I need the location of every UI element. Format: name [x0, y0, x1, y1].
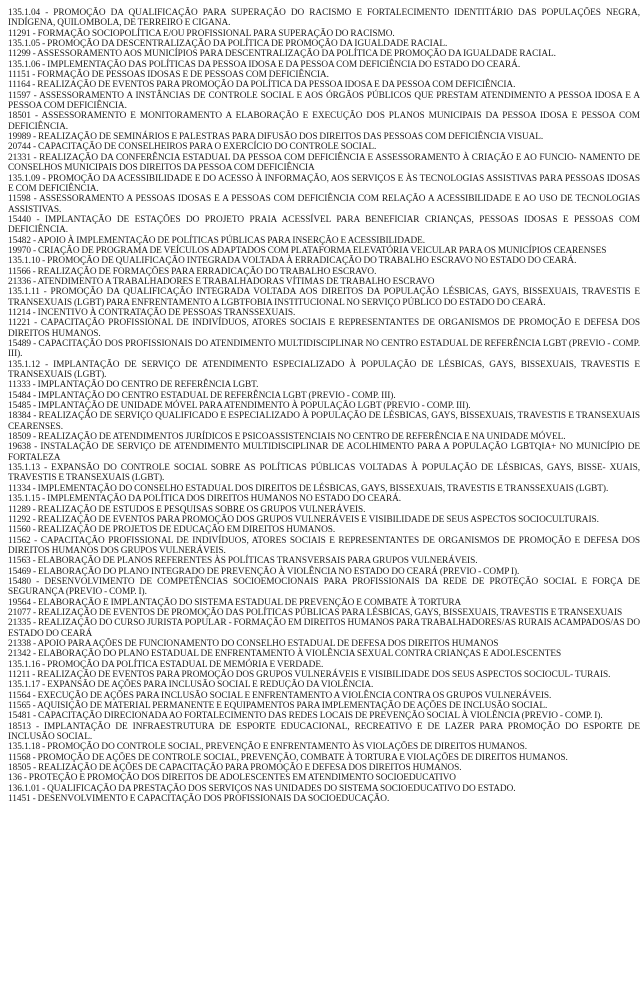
document-entry: 21077 - REALIZAÇÃO DE EVENTOS DE PROMOÇÃO DAS POLÍTICAS PÚBLICAS PARA LÉSBICAS, GAYS, BISSEXUAIS, TRAVESTIS E TRANSEXUAIS	[8, 607, 623, 618]
document-entry: 135.1.12 - IMPLANTAÇÃO DE SERVIÇO DE ATENDIMENTO ESPECIALIZADO À POPULAÇÃO DE LÉSBICAS, GAYS, BISSEXUAIS, TRAVESTIS E TRANSEXUAIS (LGBT).	[8, 359, 640, 381]
document-entry: 21331 - REALIZAÇÃO DA CONFERÊNCIA ESTADUAL DA PESSOA COM DEFICIÊNCIA E ASSESSORAMENTO À CRIAÇÃO E AO FUNCIO- NAMENTO DE CONSELHOS MUNICIPAIS DOS DIREITOS DA PESSOA COM DEFICIÊNCIA	[8, 152, 640, 174]
document-entry: 21338 - APOIO PARA AÇÕES DE FUNCIONAMENTO DO CONSELHO ESTADUAL DE DEFESA DOS DIREITOS HUMANOS	[8, 638, 499, 649]
document-entry: 135.1.05 - PROMOÇÃO DA DESCENTRALIZAÇÃO DA POLÍTICA DE PROMOÇÃO DA IGUALDADE RACIAL.	[8, 39, 448, 50]
document-entry: 11562 - CAPACITAÇÃO PROFISSIONAL DE INDIVÍDUOS, ATORES SOCIAIS E REPRESENTANTES DE ORGANISMOS DE PROMOÇÃO E DEFESA DOS DIREITOS HUMANOS DOS GRUPOS VULNERÁVEIS.	[8, 535, 640, 556]
document-entry: 135.1.17 - EXPANSÃO DE AÇÕES PARA INCLUSÃO SOCIAL E REDUÇÃO DA VIOLÊNCIA.	[8, 680, 374, 691]
document-entry: 136.1.01 - QUALIFICAÇÃO DA PRESTAÇÃO DOS SERVIÇOS NAS UNIDADES DO SISTEMA SOCIOEDUCATIVO DO ESTADO.	[8, 783, 516, 794]
document-entry: 19564 - ELABORAÇÃO E IMPLANTAÇÃO DO SISTEMA ESTADUAL DE PREVENÇÃO E COMBATE À TORTURA	[8, 597, 462, 608]
document-entry: 11563 - ELABORAÇÃO DE PLANOS REFERENTES ÀS POLÍTICAS TRANSVERSAIS PARA GRUPOS VULNERÁVEIS.	[8, 556, 478, 567]
document-entry: 11560 - REALIZAÇÃO DE PROJETOS DE EDUCAÇÃO EM DIREITOS HUMANOS.	[8, 525, 336, 536]
document-entry: 11333 - IMPLANTAÇÃO DO CENTRO DE REFERÊNCIA LGBT.	[8, 380, 259, 391]
document-entry: 11299 - ASSESSORAMENTO AOS MUNICÍPIOS PARA DESCENTRALIZAÇÃO DA POLÍTICA DE PROMOÇÃO DA IGUALDADE RACIAL.	[8, 49, 556, 60]
document-entry: 21336 - ATENDIMENTO A TRABALHADORES E TRABALHADORAS VÍTIMAS DE TRABALHO ESCRAVO	[8, 276, 435, 287]
document-entry: 11214 - INCENTIVO À CONTRATAÇÃO DE PESSOAS TRANSSEXUAIS.	[8, 307, 296, 318]
document-entry: 11598 - ASSESSORAMENTO A PESSOAS IDOSAS E A PESSOAS COM DEFICIÊNCIA COM RELAÇÃO A ACESSIBILIDADE E AO USO DE TECNOLOGIAS ASSISTIVAS.	[8, 194, 640, 215]
document-entry: 15484 - IMPLANTAÇÃO DO CENTRO ESTADUAL DE REFERÊNCIA LGBT (PREVIO - COMP. III).	[8, 390, 396, 401]
document-entry: 15440 - IMPLANTAÇÃO DE ESTAÇÕES DO PROJETO PRAIA ACESSÍVEL PARA BENEFICIAR CRIANÇAS, PESSOAS IDOSAS E PESSOAS COM DEFICIÊNCIA.	[8, 214, 640, 236]
document-entry: 15481 - CAPACITAÇÃO DIRECIONADA AO FORTALECIMENTO DAS REDES LOCAIS DE PREVENÇÃO SOCIAL À VIOLÊNCIA (PREVIO - COMP. I).	[8, 711, 603, 722]
document-entry: 11211 - REALIZAÇÃO DE EVENTOS PARA PROMOÇÃO DOS GRUPOS VULNERÁVEIS E VISIBILIDADE DOS SEUS ASPECTOS SOCIOCUL- TURAIS.	[8, 670, 611, 680]
document-entry: 20744 - CAPACITAÇÃO DE CONSELHEIROS PARA O EXERCÍCIO DO CONTROLE SOCIAL.	[8, 142, 377, 153]
document-entry: 135.1.13 - EXPANSÃO DO CONTROLE SOCIAL SOBRE AS POLÍTICAS PÚBLICAS VOLTADAS À POPULAÇÃO DE LÉSBICAS, GAYS, BISSE- XUAIS, TRAVESTIS E TRANSEXUAIS (LGBT).	[8, 463, 640, 484]
document-entry: 11334 - IMPLEMENTAÇÃO DO CONSELHO ESTADUAL DOS DIREITOS DE LÉSBICAS, GAYS, BISSEXUAIS, TRAVESTIS E TRANSSEXUAIS (LGBT).	[8, 483, 609, 494]
document-entry: 15469 - ELABORAÇÃO DO PLANO INTEGRADO DE PREVENÇÃO À VIOLÊNCIA NO ESTADO DO CEARÁ (PREVIO - COMP I).	[8, 566, 520, 577]
document-entry: 135.1.11 - PROMOÇÃO DA QUALIFICAÇÃO INTEGRADA VOLTADA AOS DIREITOS DA POPULAÇÃO LÉSBICAS, GAYS, BISSEXUAIS, TRAVESTIS E TRANSEXUAIS (LGBT) PARA ENFRENTAMENTO A LGBTFOBIA INSTITUCIONAL NO SERVIÇO PÚBLICO DO ESTADO DO CEARÁ.	[8, 287, 640, 308]
document-entry: 18384 - REALIZAÇÃO DE SERVIÇO QUALIFICADO E ESPECIALIZADO À POPULAÇÃO DE LÉSBICAS, GAYS, BISSEXUAIS, TRAVESTIS E TRANSEXUAIS CEARENSES.	[8, 411, 640, 432]
document-entry: 11568 - PROMOÇÃO DE AÇÕES DE CONTROLE SOCIAL, PREVENÇÃO, COMBATE À TORTURA E VIOLAÇÕES DE DIREITOS HUMANOS.	[8, 752, 568, 763]
document-entry: 11164 - REALIZAÇÃO DE EVENTOS PARA PROMOÇÃO DA POLÍTICA DA PESSOA IDOSA E DA PESSOA COM DEFICIÊNCIA.	[8, 80, 516, 91]
document-entry: 15489 - CAPACITAÇÃO DOS PROFISSIONAIS DO ATENDIMENTO MULTIDISCIPLINAR NO CENTRO ESTADUAL DE REFERÊNCIA LGBT (PREVIO - COMP. III).	[8, 339, 640, 360]
document-entry: 19970 - CRIAÇÃO DE PROGRAMA DE VEÍCULOS ADAPTADOS COM PLATAFORMA ELEVATÓRIA VEICULAR PARA OS MUNICÍPIOS CEARENSES	[8, 245, 607, 256]
document-entry: 18501 - ASSESSORAMENTO E MONITORAMENTO A ELABORAÇÃO E EXECUÇÃO DOS PLANOS MUNICIPAIS DA PESSOA IDOSA E PESSOA COM DEFICIÊNCIA.	[8, 111, 640, 132]
document-entry: 136 - PROTEÇÃO E PROMOÇÃO DOS DIREITOS DE ADOLESCENTES EM ATENDIMENTO SOCIOEDUCATIVO	[8, 773, 456, 784]
document-entry: 11289 - REALIZAÇÃO DE ESTUDOS E PESQUISAS SOBRE OS GRUPOS VULNERÁVEIS.	[8, 504, 366, 515]
document-entry: 135.1.06 - IMPLEMENTAÇÃO DAS POLÍTICAS DA PESSOA IDOSA E DA PESSOA COM DEFICIÊNCIA DO ESTADO DO CEARÁ.	[8, 59, 521, 70]
document-entry: 11564 - EXECUÇÃO DE AÇÕES PARA INCLUSÃO SOCIAL E ENFRENTAMENTO A VIOLÊNCIA CONTRA OS GRUPOS VULNERÁVEIS.	[8, 690, 552, 701]
document-entry: 19638 - INSTALAÇÃO DE SERVIÇO DE ATENDIMENTO MULTIDISCIPLINAR DE ACOLHIMENTO PARA A POPULAÇÃO LGBTQIA+ NO MUNICÍPIO DE FORTALEZA	[8, 442, 640, 463]
document-entry: 11151 - FORMAÇÃO DE PESSOAS IDOSAS E DE PESSOAS COM DEFICIÊNCIA.	[8, 70, 329, 81]
document-entry: 18509 - REALIZAÇÃO DE ATENDIMENTOS JURÍDICOS E PSICOASSISTENCIAIS NO CENTRO DE REFERÊNCIA E NA UNIDADE MÓVEL.	[8, 432, 566, 443]
document-entry: 135.1.18 - PROMOÇÃO DO CONTROLE SOCIAL, PREVENÇÃO E ENFRENTAMENTO ÀS VIOLAÇÕES DE DIREITOS HUMANOS.	[8, 742, 528, 753]
document-entry: 11221 - CAPACITAÇÃO PROFISSIONAL DE INDIVÍDUOS, ATORES SOCIAIS E REPRESENTANTES DE ORGANISMOS DE PROMOÇÃO E DEFESA DOS DIREITOS HUMANOS.	[8, 318, 640, 339]
document-entry: 135.1.10 - PROMOÇÃO DE QUALIFICAÇÃO INTEGRADA VOLTADA À ERRADICAÇÃO DO TRABALHO ESCRAVO NO ESTADO DO CEARÁ.	[8, 256, 577, 267]
document-entry: 135.1.04 - PROMOÇÃO DA QUALIFICAÇÃO PARA SUPERAÇÃO DO RACISMO E FORTALECIMENTO IDENTITÁRIO DAS POPULAÇÕES NEGRA, INDÍGENA, QUILOMBOLA, DE TERREIRO E CIGANA.	[8, 8, 640, 29]
document-entry: 18513 - IMPLANTAÇÃO DE INFRAESTRUTURA DE ESPORTE EDUCACIONAL, RECREATIVO E DE LAZER PARA PROMOÇÃO DO ESPORTE DE INCLUSÃO SOCIAL.	[8, 721, 640, 743]
document-entry: 11565 - AQUISIÇÃO DE MATERIAL PERMANENTE E EQUIPAMENTOS PARA IMPLEMENTAÇÃO DE AÇÕES DE INCLUSÃO SOCIAL.	[8, 701, 548, 712]
document-entry: 18505 - REALIZAÇÃO DE AÇÕES DE CAPACITAÇÃO PARA PROMOÇÃO E DEFESA DOS DIREITOS HUMANOS.	[8, 763, 462, 774]
document-entry: 15482 - APOIO À IMPLEMENTAÇÃO DE POLÍTICAS PÚBLICAS PARA INSERÇÃO E ACESSIBILIDADE.	[8, 235, 426, 246]
document-entry: 15480 - DESENVOLVIMENTO DE COMPETÊNCIAS SOCIOEMOCIONAIS PARA PROFISSIONAIS DA REDE DE PROTEÇÃO SOCIAL E FORÇA DE SEGURANÇA (PREVIO - COMP. I).	[8, 576, 640, 598]
document-entry: 19989 - REALIZAÇÃO DE SEMINÁRIOS E PALESTRAS PARA DIFUSÃO DOS DIREITOS DAS PESSOAS COM DEFICIÊNCIA VISUAL.	[8, 132, 544, 143]
document-entry: 11566 - REALIZAÇÃO DE FORMAÇÕES PARA ERRADICAÇÃO DO TRABALHO ESCRAVO.	[8, 266, 377, 277]
document-entry: 21335 - REALIZAÇÃO DO CURSO JURISTA POPULAR - FORMAÇÃO EM DIREITOS HUMANOS PARA TRABALHADORES/AS RURAIS ACAMPADOS/AS DO ESTADO DO CEARÁ	[8, 618, 640, 639]
document-entry: 15485 - IMPLANTAÇÃO DE UNIDADE MÓVEL PARA ATENDIMENTO À POPULAÇÃO LGBT (PREVIO - COMP. III).	[8, 401, 471, 412]
document-entry: 11451 - DESENVOLVIMENTO E CAPACITAÇÃO DOS PROFISSIONAIS DA SOCIOEDUCAÇÃO.	[8, 794, 390, 805]
document-entry: 135.1.09 - PROMOÇÃO DA ACESSIBILIDADE E DO ACESSO À INFORMAÇÃO, AOS SERVIÇOS E ÀS TECNOLOGIAS ASSISTIVAS PARA PESSOAS IDOSAS E COM DEFICIÊNCIA.	[8, 173, 640, 194]
document-entry: 135.1.15 - IMPLEMENTAÇÃO DA POLÍTICA DOS DIREITOS HUMANOS NO ESTADO DO CEARÁ.	[8, 494, 402, 505]
document-entry: 11291 - FORMAÇÃO SOCIOPOLÍTICA E/OU PROFISSIONAL PARA SUPERAÇÃO DO RACISMO.	[8, 28, 395, 39]
document-entry: 135.1.16 - PROMOÇÃO DA POLÍTICA ESTADUAL DE MEMÓRIA E VERDADE.	[8, 659, 324, 670]
document-entry: 11597 - ASSESSORAMENTO A INSTÂNCIAS DE CONTROLE SOCIAL E AOS ÓRGÃOS PÚBLICOS QUE PRESTAM ATENDIMENTO A PESSOA IDOSA E A PESSOA COM DEFICIÊNCIA.	[8, 90, 640, 112]
document-entry: 21342 - ELABORAÇÃO DO PLANO ESTADUAL DE ENFRENTAMENTO À VIOLÊNCIA SEXUAL CONTRA CRIANÇAS E ADOLESCENTES	[8, 649, 562, 660]
document-entry: 11292 - REALIZAÇÃO DE EVENTOS PARA PROMOÇÃO DOS GRUPOS VULNERÁVEIS E VISIBILIDADE DE SEUS ASPECTOS SOCIOCULTURAIS.	[8, 514, 599, 525]
